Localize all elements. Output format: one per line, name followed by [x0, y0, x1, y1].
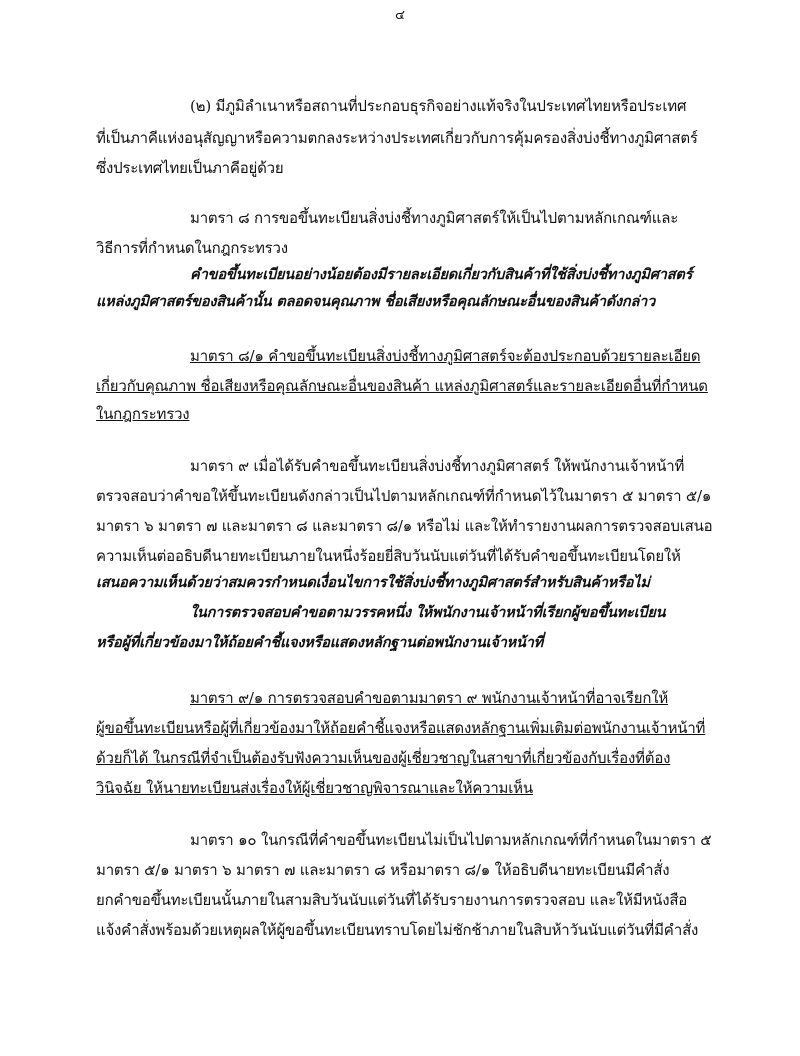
text-line: มาตรา ๙ เมื่อได้รับคำขอขึ้นทะเบียนสิ่งบ่งชี้ทางภูมิศาสตร์ ให้พนักงานเจ้าหน้าที่ — [190, 457, 685, 475]
struck-text-line: หรือผู้ที่เกี่ยวข้องมาให้ถ้อยคำชี้แจงหรือแสดงหลักฐานต่อพนักงานเจ้าหน้าที่ — [96, 634, 544, 651]
inserted-text-line: มาตรา ๙/๑ การตรวจสอบคำขอตามมาตรา ๙ พนักงานเจ้าหน้าที่อาจเรียกให้ — [190, 689, 669, 707]
text-line: ซึ่งประเทศไทยเป็นภาคีอยู่ด้วย — [96, 159, 284, 177]
inserted-text-line: ผู้ขอขึ้นทะเบียนหรือผู้ที่เกี่ยวข้องมาให้ถ้อยคำชี้แจงหรือแสดงหลักฐานเพิ่มเติมต่อพนักงานเจ้าหน้าที่ — [96, 719, 706, 737]
page-number: ๔ — [395, 8, 405, 23]
inserted-text-line: ในกฎกระทรวง — [96, 405, 190, 423]
inserted-text-line: ด้วยก็ได้ ในกรณีที่จำเป็นต้องรับฟังความเห็นของผู้เชี่ยวชาญในสาขาที่เกี่ยวข้องกับเรื่องที่ต้อง — [96, 749, 671, 767]
text-line: ตรวจสอบว่าคำขอให้ขึ้นทะเบียนดังกล่าวเป็นไปตามหลักเกณฑ์ที่กำหนดไว้ในมาตรา ๕ มาตรา ๕/๑ — [96, 487, 712, 505]
text-line: ที่เป็นภาคีแห่งอนุสัญญาหรือความตกลงระหว่างประเทศเกี่ยวกับการคุ้มครองสิ่งบ่งชี้ทางภูมิศาสตร์ — [96, 129, 698, 147]
text-line: วิธีการที่กำหนดในกฎกระทรวง — [96, 239, 288, 257]
text-line: มาตรา ๑๐ ในกรณีที่คำขอขึ้นทะเบียนไม่เป็นไปตามหลักเกณฑ์ที่กำหนดในมาตรา ๕ — [190, 831, 712, 849]
inserted-text-line: เกี่ยวกับคุณภาพ ชื่อเสียงหรือคุณลักษณะอื่นของสินค้า แหล่งภูมิศาสตร์และรายละเอียดอื่นที่กำหนด — [96, 377, 708, 395]
text-line: ยกคำขอขึ้นทะเบียนนั้นภายในสามสิบวันนับแต่วันที่ได้รับรายงานการตรวจสอบ และให้มีหนังสือ — [96, 891, 688, 909]
inserted-text-line: วินิจฉัย ให้นายทะเบียนส่งเรื่องให้ผู้เชี่ยวชาญพิจารณาและให้ความเห็น — [96, 779, 533, 797]
struck-text-line: ในการตรวจสอบคำขอตามวรรคหนึ่ง ให้พนักงานเจ้าหน้าที่เรียกผู้ขอขึ้นทะเบียน — [190, 604, 666, 621]
struck-text-line: แหล่งภูมิศาสตร์ของสินค้านั้น ตลอดจนคุณภาพ ชื่อเสียงหรือคุณลักษณะอื่นของสินค้าดังกล่าว — [96, 293, 656, 310]
text-line: ความเห็นต่ออธิบดีนายทะเบียนภายในหนึ่งร้อยยี่สิบวันนับแต่วันที่ได้รับคำขอขึ้นทะเบียนโดยให้ — [96, 547, 681, 565]
struck-text-line: เสนอความเห็นด้วยว่าสมควรกำหนดเงื่อนไขการใช้สิ่งบ่งชี้ทางภูมิศาสตร์สำหรับสินค้าหรือไม่ — [96, 574, 650, 591]
text-line: มาตรา ๖ มาตรา ๗ และมาตรา ๘ และมาตรา ๘/๑ หรือไม่ และให้ทำรายงานผลการตรวจสอบเสนอ — [96, 517, 713, 535]
struck-text-line: คำขอขึ้นทะเบียนอย่างน้อยต้องมีรายละเอียดเกี่ยวกับสินค้าที่ใช้สิ่งบ่งชี้ทางภูมิศาสตร์ — [190, 266, 693, 283]
text-line: มาตรา ๕/๑ มาตรา ๖ มาตรา ๗ และมาตรา ๘ หรือมาตรา ๘/๑ ให้อธิบดีนายทะเบียนมีคำสั่ง — [96, 861, 670, 879]
text-line: แจ้งคำสั่งพร้อมด้วยเหตุผลให้ผู้ขอขึ้นทะเบียนทราบโดยไม่ชักช้าภายในสิบห้าวันนับแต่วันที่มีคำสั่ง — [96, 921, 699, 939]
text-line: มาตรา ๘ การขอขึ้นทะเบียนสิ่งบ่งชี้ทางภูมิศาสตร์ให้เป็นไปตามหลักเกณฑ์และ — [190, 209, 679, 227]
inserted-text-line: มาตรา ๘/๑ คำขอขึ้นทะเบียนสิ่งบ่งชี้ทางภูมิศาสตร์จะต้องประกอบด้วยรายละเอียด — [190, 347, 701, 365]
text-line: (๒) มีภูมิลำเนาหรือสถานที่ประกอบธุรกิจอย่างแท้จริงในประเทศไทยหรือประเทศ — [190, 97, 687, 115]
